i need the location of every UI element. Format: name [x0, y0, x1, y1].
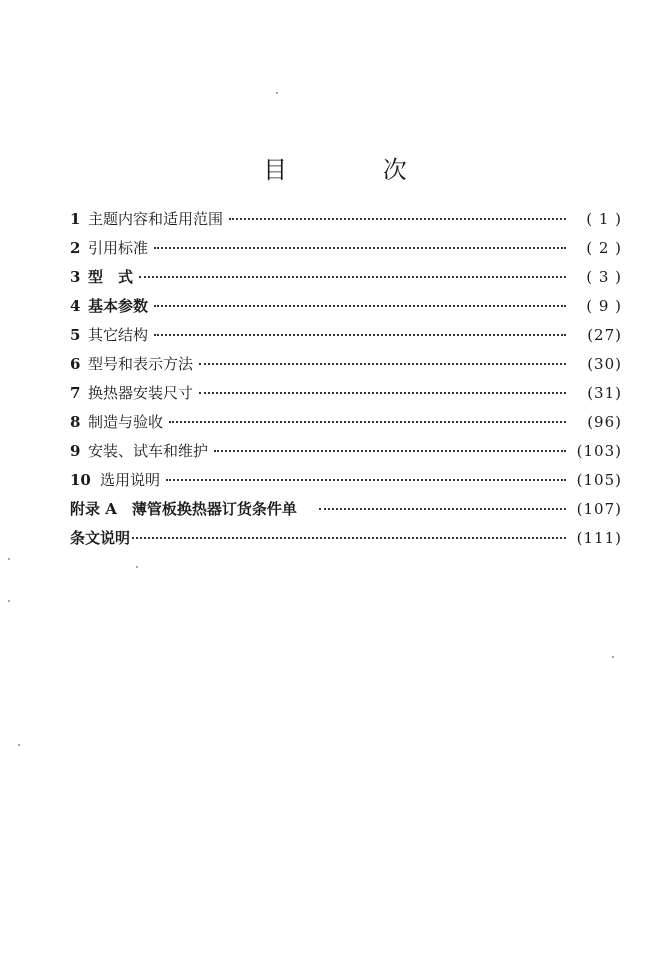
toc-page: (30): [587, 355, 622, 373]
toc-page: (103): [576, 442, 622, 460]
table-of-contents: [70, 208, 622, 556]
toc-page: (105): [576, 471, 622, 489]
toc-label: 主题内容和适用范围: [88, 210, 224, 228]
scan-speck: [136, 566, 138, 568]
toc-entry-9[interactable]: [70, 440, 622, 469]
scan-speck: [18, 744, 20, 746]
scan-speck: [8, 558, 10, 560]
toc-number: 10: [70, 471, 91, 489]
toc-label: 换热器安装尺寸: [88, 384, 194, 402]
toc-number: 2: [70, 239, 81, 257]
scan-speck: [8, 600, 10, 602]
toc-page: (31): [587, 384, 622, 402]
dot-leader: [132, 537, 566, 539]
toc-label: 条文说明: [70, 529, 131, 547]
toc-number: 5: [70, 326, 81, 344]
toc-page: ( 9 ): [586, 297, 622, 315]
toc-entry-4[interactable]: [70, 295, 622, 324]
toc-entry-appendix-a[interactable]: [70, 498, 622, 527]
toc-label: 型号和表示方法: [88, 355, 194, 373]
dot-leader: [154, 305, 566, 307]
dot-leader: [169, 421, 566, 423]
toc-entry-8[interactable]: [70, 411, 622, 440]
dot-leader: [154, 247, 566, 249]
toc-entry-10[interactable]: [70, 469, 622, 498]
toc-page: ( 3 ): [586, 268, 622, 286]
toc-label: 安装、试车和维护: [88, 442, 209, 460]
page-title: 目 次: [263, 156, 451, 184]
toc-entry-1[interactable]: [70, 208, 622, 237]
toc-page: (107): [576, 500, 622, 518]
toc-number: 4: [70, 297, 81, 315]
dot-leader: [319, 508, 566, 510]
dot-leader: [199, 363, 566, 365]
toc-entry-explanation[interactable]: [70, 527, 622, 556]
toc-number: 6: [70, 355, 81, 373]
dot-leader: [229, 218, 566, 220]
toc-number: 3: [70, 268, 81, 286]
dot-leader: [214, 450, 566, 452]
scan-speck: [612, 656, 614, 658]
toc-entry-2[interactable]: [70, 237, 622, 266]
toc-entry-6[interactable]: [70, 353, 622, 382]
scan-speck: [276, 92, 278, 94]
toc-number: 8: [70, 413, 81, 431]
dot-leader: [154, 334, 566, 336]
toc-page: (96): [587, 413, 622, 431]
toc-entry-5[interactable]: [70, 324, 622, 353]
toc-page: (111): [576, 529, 622, 547]
toc-page: (27): [587, 326, 622, 344]
toc-label: 附录 A 薄管板换热器订货条件单: [70, 500, 297, 518]
toc-label: 基本参数: [88, 297, 149, 315]
toc-page: ( 2 ): [586, 239, 622, 257]
toc-page: ( 1 ): [586, 210, 622, 228]
toc-label: 型 式: [88, 268, 134, 286]
toc-entry-7[interactable]: [70, 382, 622, 411]
toc-number: 7: [70, 384, 81, 402]
toc-number: 9: [70, 442, 81, 460]
toc-label: 选用说明: [100, 471, 161, 489]
toc-label: 制造与验收: [88, 413, 164, 431]
toc-label: 引用标准: [88, 239, 149, 257]
toc-label: 其它结构: [88, 326, 149, 344]
dot-leader: [139, 276, 566, 278]
dot-leader: [166, 479, 566, 481]
toc-number: 1: [70, 210, 81, 228]
dot-leader: [199, 392, 566, 394]
toc-entry-3[interactable]: [70, 266, 622, 295]
